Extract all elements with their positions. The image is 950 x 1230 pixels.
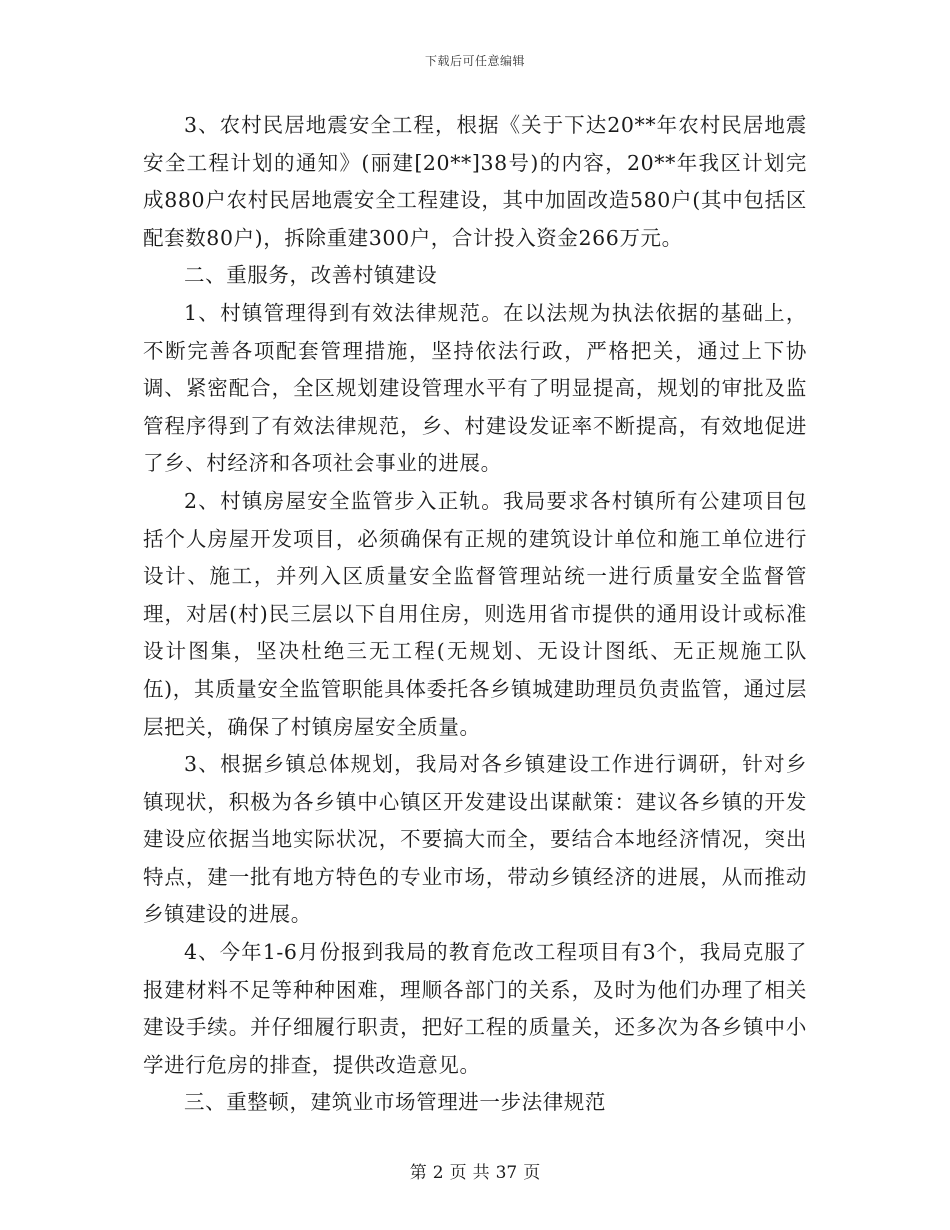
current-page-number: 2 xyxy=(432,1163,444,1183)
paragraph-education-projects: 4、今年1-6月份报到我局的教育危改工程项目有3个，我局克服了报建材料不足等种种困难，理顺各部门的关系，及时为他们办理了相关建设手续。并仔细履行职责，把好工程的质量关，还多次为各乡镇中小学进行危房的排查，提供改造意见。 xyxy=(143,940,807,1077)
document-body xyxy=(143,107,807,1122)
total-page-count: 37 xyxy=(495,1163,518,1183)
paragraph-earthquake-safety: 3、农村民居地震安全工程，根据《关于下达20**年农村民居地震安全工程计划的通知》(丽建[20**]38号)的内容，20**年我区计划完成880户农村民居地震安全工程建设，其中加固改造580户(其中包括区配套数80户)，拆除重建300户，合计投入资金266万元。 xyxy=(143,113,807,250)
section-heading-market: 三、重整顿，建筑业市场管理进一步法律规范 xyxy=(184,1090,606,1115)
footer-total-prefix: 共 xyxy=(472,1163,490,1183)
paragraph-township-planning: 3、根据乡镇总体规划，我局对各乡镇建设工作进行调研，针对乡镇现状，积极为各乡镇中心镇区开发建设出谋献策：建议各乡镇的开发建设应依据当地实际状况，不要搞大而全，要结合本地经济情况，突出特点，建一批有地方特色的专业市场，带动乡镇经济的进展，从而推动乡镇建设的进展。 xyxy=(143,752,807,927)
footer-page-label: 页 xyxy=(449,1163,467,1183)
page-footer xyxy=(0,1158,950,1183)
footer-prefix: 第 xyxy=(409,1163,427,1183)
footer-total-label: 页 xyxy=(523,1163,541,1183)
page-header: 下载后可任意编辑 xyxy=(424,54,525,68)
paragraph-village-management: 1、村镇管理得到有效法律规范。在以法规为执法依据的基础上，不断完善各项配套管理措施，坚持依法行政，严格把关，通过上下协调、紧密配合，全区规划建设管理水平有了明显提高，规划的审批及监管程序得到了有效法律规范，乡、村建设发证率不断提高，有效地促进了乡、村经济和各项社会事业的进展。 xyxy=(143,300,807,476)
section-heading-service: 二、重服务，改善村镇建设 xyxy=(184,263,438,288)
paragraph-housing-safety: 2、村镇房屋安全监管步入正轨。我局要求各村镇所有公建项目包括个人房屋开发项目，必须确保有正规的建筑设计单位和施工单位进行设计、施工，并列入区质量安全监督管理站统一进行质量安全监督管理，对居(村)民三层以下自用住房，则选用省市提供的通用设计或标准设计图集，坚决杜绝三无工程(无规划、无设计图纸、无正规施工队伍)，其质量安全监管职能具体委托各乡镇城建助理员负责监管，通过层层把关，确保了村镇房屋安全质量。 xyxy=(143,488,807,739)
